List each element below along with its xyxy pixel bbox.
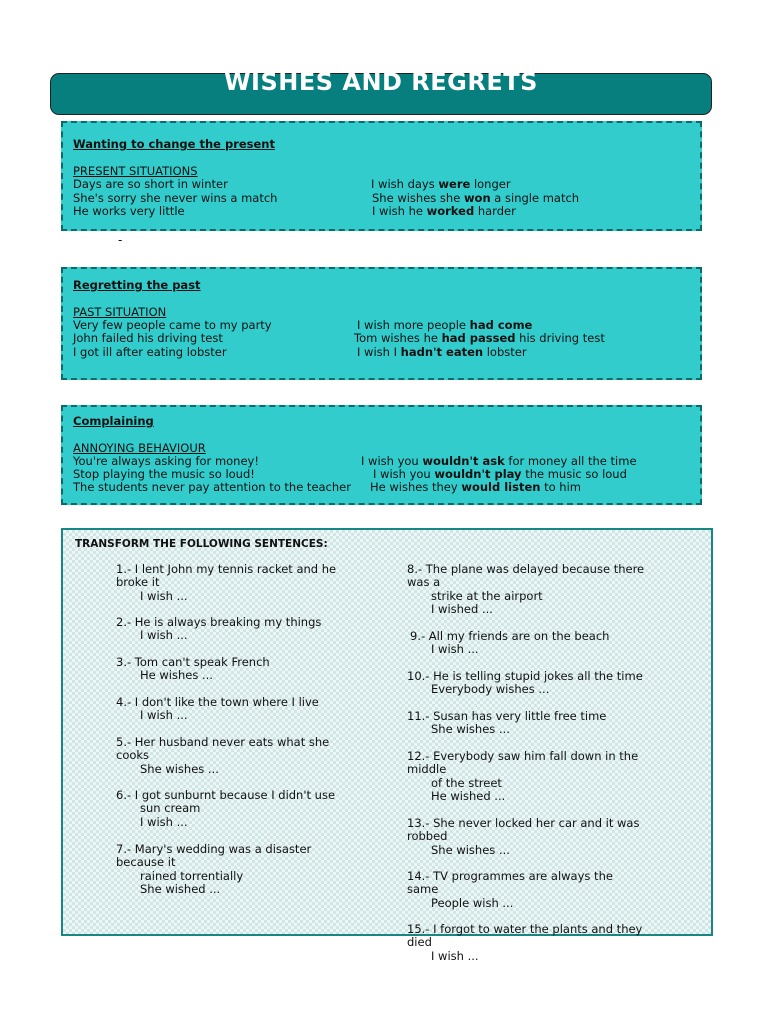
exercise-item [407,630,609,657]
exercise-line: I wish ... [140,814,188,829]
exercise-line: 14.- TV programmes are always the [407,869,613,883]
exercise-line: 9.- All my friends are on the beach [410,629,610,643]
exercise-line: strike at the airport [431,588,543,603]
situation-text: He works very little [73,204,185,218]
exercise-line: 4.- I don't like the town where I live [116,695,319,709]
exercise-line: He wishes ... [140,668,213,683]
wish-text: Tom wishes he had passed his driving test [354,331,605,345]
exercise-line: 6.- I got sunburnt because I didn't use [116,788,336,802]
exercise-line: I wish ... [140,588,188,603]
exercise-item [116,736,329,776]
section-heading: Complaining [73,414,154,428]
wish-text: I wish I hadn't eaten lobster [357,345,527,359]
situation-text: I got ill after eating lobster [73,345,227,359]
exercise-line: same [407,882,439,897]
wish-text: I wish he worked harder [372,204,516,218]
example-row [73,481,696,495]
example-row [73,205,696,219]
exercise-line: He wished ... [431,789,506,804]
exercise-line: I wish ... [431,642,479,657]
situation-text: Stop playing the music so loud! [73,467,255,481]
exercise-item [116,789,335,829]
example-row [73,178,696,192]
example-row [73,346,696,360]
exercise-line: of the street [431,775,502,790]
exercise-line: She wishes ... [140,761,219,776]
exercise-line: 1.- I lent John my tennis racket and he [116,562,337,576]
exercise-line: People wish ... [431,895,514,910]
exercise-title: TRANSFORM THE FOLLOWING SENTENCES: [75,538,328,550]
exercise-line: 11.- Susan has very little free time [407,709,607,723]
exercise-item [116,843,311,897]
exercise-line: She wished ... [140,882,221,897]
situation-text: Very few people came to my party [73,318,272,332]
exercise-line: 3.- Tom can't speak French [116,655,270,669]
exercise-item [407,750,638,804]
situation-text: John failed his driving test [73,331,223,345]
exercise-line: rained torrentially [140,868,244,883]
stray-dash: - [118,233,123,247]
exercise-line: because it [116,855,176,870]
title-banner [50,68,712,115]
wish-text: I wish days were longer [371,177,511,191]
wish-text: I wish more people had come [357,318,533,332]
exercise-item [116,616,321,643]
exercise-line: I wish ... [140,628,188,643]
exercise-item [116,696,319,723]
exercise-item [407,563,644,617]
exercise-line: I wish ... [431,948,479,963]
exercise-line: cooks [116,748,150,763]
exercise-line: 5.- Her husband never eats what she [116,735,330,749]
exercise-line: She wishes ... [431,842,510,857]
exercise-line: sun cream [140,801,201,816]
exercise-item [116,563,336,603]
exercise-line: 10.- He is telling stupid jokes all the time [407,669,643,683]
exercise-item [407,710,606,737]
exercise-item [407,870,613,910]
exercise-line: 8.- The plane was delayed because there [407,562,645,576]
section-subheading: PAST SITUATION [73,305,167,319]
section-present [61,121,702,231]
section-complaining [61,405,702,505]
exercise-line: robbed [407,829,448,844]
wish-text: She wishes she won a single match [372,191,580,205]
exercise-line: broke it [116,575,160,590]
situation-text: She's sorry she never wins a match [73,191,278,205]
wish-text: I wish you wouldn't play the music so loud [373,467,627,481]
exercise-line: died [407,935,432,950]
exercise-line: 2.- He is always breaking my things [116,615,322,629]
exercise-line: middle [407,762,447,777]
exercise-line: I wished ... [431,602,493,617]
exercise-line: 13.- She never locked her car and it was [407,816,640,830]
exercise-item [407,670,643,697]
section-heading: Wanting to change the present [73,137,275,151]
exercise-line: 12.- Everybody saw him fall down in the [407,749,639,763]
exercise-item [407,923,642,963]
exercise-line: 7.- Mary's wedding was a disaster [116,842,312,856]
exercise-line: 15.- I forgot to water the plants and they [407,922,643,936]
page-title: WISHES AND REGRETS [224,68,538,96]
situation-text: Days are so short in winter [73,177,228,191]
exercise-line: I wish ... [140,708,188,723]
section-past [61,267,702,380]
exercise-line: was a [407,575,441,590]
exercise-item [116,656,270,683]
situation-text: You're always asking for money! [73,454,259,468]
section-subheading: ANNOYING BEHAVIOUR [73,441,206,455]
wish-text: I wish you wouldn't ask for money all the time [361,454,637,468]
situation-text: The students never pay attention to the teacher [73,480,351,494]
wish-text: He wishes they would listen to him [370,480,581,494]
exercise-line: She wishes ... [431,722,510,737]
section-subheading: PRESENT SITUATIONS [73,164,198,178]
section-heading: Regretting the past [73,278,201,292]
exercise-item [407,817,639,857]
exercise-line: Everybody wishes ... [431,682,550,697]
example-row [73,332,696,346]
